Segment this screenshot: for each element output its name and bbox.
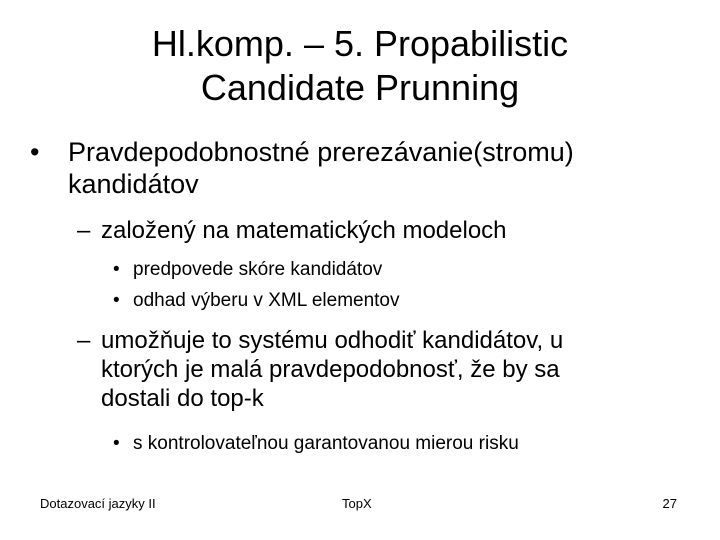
dash-marker: – xyxy=(77,327,91,354)
bullet-text-line-1: umožňuje to systému odhodiť kandidátov, u xyxy=(101,327,564,354)
footer-course-name: Dotazovací jazyky II xyxy=(40,496,156,511)
bullet-text-line-2: kandidátov xyxy=(68,169,199,199)
footer-page-number: 27 xyxy=(662,496,677,511)
bullet-level3-risk xyxy=(113,432,673,456)
footer-topic: TopX xyxy=(342,496,372,511)
bullet-text-line-1: Pravdepodobnostné prerezávanie(stromu) xyxy=(68,137,574,167)
bullet-level2-discard xyxy=(77,326,677,413)
slide-title xyxy=(40,22,680,110)
bullet-level3-selectivity xyxy=(113,289,673,313)
bullet-marker: • xyxy=(113,290,120,311)
bullet-marker: • xyxy=(113,259,120,280)
bullet-text: predpovede skóre kandidátov xyxy=(133,259,383,280)
bullet-text-line-3: dostali do top-k xyxy=(101,385,264,412)
bullet-text: odhad výberu v XML elementov xyxy=(133,290,400,311)
bullet-text: založený na matematických modeloch xyxy=(101,217,507,244)
bullet-level3-score xyxy=(113,258,673,282)
slide-title-line-2: Candidate Prunning xyxy=(200,67,520,108)
bullet-text-line-2: ktorých je malá pravdepodobnosť, že by sa xyxy=(101,356,560,383)
bullet-marker: • xyxy=(30,137,40,167)
bullet-level1-pruning xyxy=(30,136,680,200)
bullet-text: s kontrolovateľnou garantovanou mierou risku xyxy=(133,433,519,454)
dash-marker: – xyxy=(77,217,91,244)
bullet-marker: • xyxy=(113,433,120,454)
bullet-level2-models xyxy=(77,216,677,245)
slide-title-line-1: Hl.komp. – 5. Propabilistic xyxy=(151,23,569,64)
